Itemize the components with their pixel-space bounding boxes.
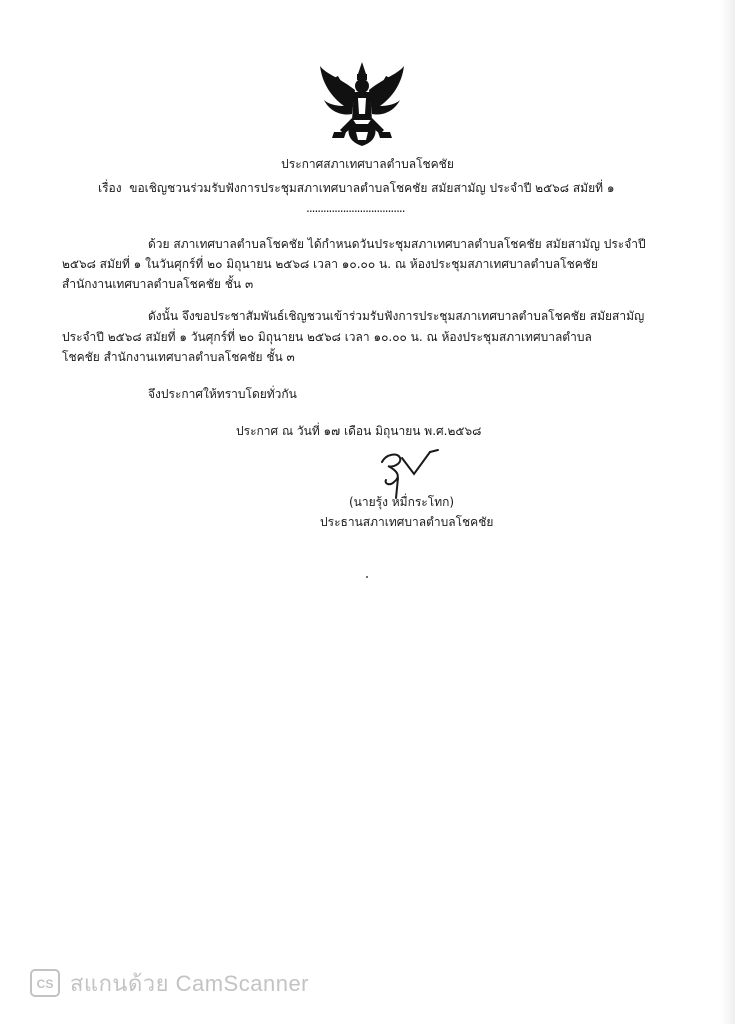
subject-text: ขอเชิญชวนร่วมรับฟังการประชุมสภาเทศบาลตำบลโชคชัย สมัยสามัญ ประจำปี ๒๕๖๘ สมัยที่ ๑ bbox=[129, 181, 615, 195]
svg-text:CS: CS bbox=[36, 977, 54, 991]
organization-title: ประกาศสภาเทศบาลตำบลโชคชัย bbox=[281, 157, 454, 171]
subject-line bbox=[98, 180, 614, 196]
subject-label: เรื่อง bbox=[98, 181, 122, 195]
paragraph-2-line-3: โชคชัย สำนักงานเทศบาลตำบลโชคชัย ชั้น ๓ bbox=[62, 350, 295, 364]
signature bbox=[372, 448, 444, 500]
paragraph-2-line-1: ดังนั้น จึงขอประชาสัมพันธ์เชิญชวนเข้าร่วมรับฟังการประชุมสภาเทศบาลตำบลโชคชัย สมัยสามัญ bbox=[148, 309, 645, 323]
garuda-emblem-icon bbox=[310, 60, 414, 150]
camscanner-watermark bbox=[30, 966, 309, 1000]
paragraph-1-line-2: ๒๕๖๘ สมัยที่ ๑ ในวันศุกร์ที่ ๒๐ มิถุนายน ๒๕๖๘ เวลา ๑๐.๐๐ น. ณ ห้องประชุมสภาเทศบาลตำบลโชคชัย bbox=[62, 257, 598, 271]
scan-edge-shadow bbox=[721, 0, 735, 1024]
divider-dots: ................................... bbox=[306, 201, 405, 215]
camscanner-logo-icon bbox=[30, 969, 60, 997]
paragraph-1-line-1: ด้วย สภาเทศบาลตำบลโชคชัย ได้กำหนดวันประชุมสภาเทศบาลตำบลโชคชัย สมัยสามัญ ประจำปี bbox=[148, 237, 646, 251]
announcement-date: ประกาศ ณ วันที่ ๑๗ เดือน มิถุนายน พ.ศ.๒๕๖๘ bbox=[236, 424, 482, 438]
signatory-position: ประธานสภาเทศบาลตำบลโชคชัย bbox=[320, 515, 494, 529]
watermark-text: สแกนด้วย CamScanner bbox=[70, 970, 310, 996]
closing-statement: จึงประกาศให้ทราบโดยทั่วกัน bbox=[148, 387, 297, 401]
paragraph-2-line-2: ประจำปี ๒๕๖๘ สมัยที่ ๑ วันศุกร์ที่ ๒๐ มิถุนายน ๒๕๖๘ เวลา ๑๐.๐๐ น. ณ ห้องประชุมสภาเทศบาลตำบล bbox=[62, 330, 592, 344]
scan-speck bbox=[366, 576, 368, 578]
paragraph-1-line-3: สำนักงานเทศบาลตำบลโชคชัย ชั้น ๓ bbox=[62, 277, 254, 291]
signatory-name: (นายรุ้ง หมื่กระโทก) bbox=[349, 495, 455, 509]
